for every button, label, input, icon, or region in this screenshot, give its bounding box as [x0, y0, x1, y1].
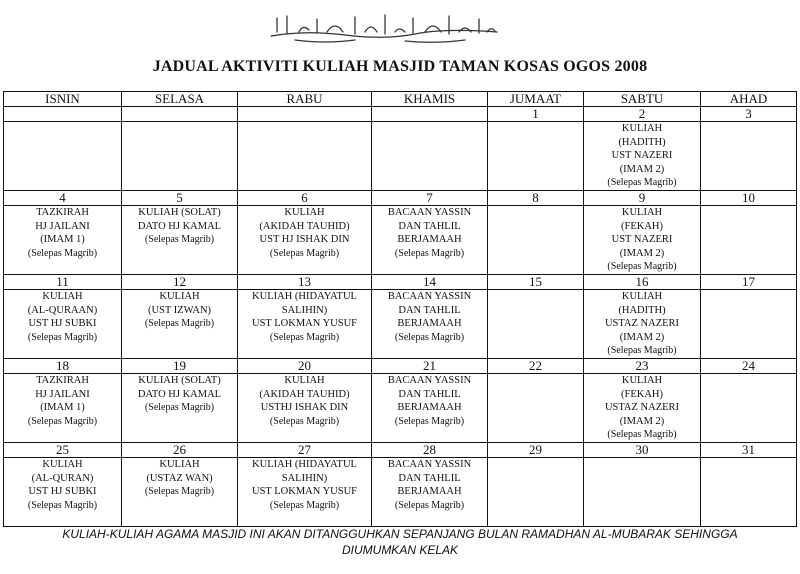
day-number: 23	[584, 359, 701, 374]
activity-line: (IMAM 2)	[619, 415, 665, 427]
activity-line: (Selepas Magrib)	[394, 415, 465, 427]
activity-cell	[238, 374, 372, 443]
activity-line: (Selepas Magrib)	[269, 247, 340, 259]
activity-cell	[238, 206, 372, 275]
day-number-row	[4, 275, 797, 290]
activity-row	[4, 290, 797, 359]
activity-line: (Selepas Magrib)	[144, 318, 215, 329]
activity-line: (FEKAH)	[621, 220, 663, 232]
day-number: 6	[238, 191, 372, 206]
day-number-row	[4, 107, 797, 122]
day-number: 13	[238, 275, 372, 290]
day-number: 8	[488, 191, 584, 206]
activity-cell	[584, 290, 701, 359]
activity-line: KULIAH	[284, 207, 325, 218]
activity-line: HJ JAILANI	[35, 388, 90, 400]
day-number: 30	[584, 443, 701, 458]
activity-line: BACAAN YASSIN	[387, 375, 472, 386]
day-number: 12	[122, 275, 238, 290]
day-number	[4, 107, 122, 122]
weekday-header-sabtu: SABTU	[584, 92, 701, 107]
activity-line: (AKIDAH TAUHID)	[259, 220, 350, 232]
activity-line: (Selepas Magrib)	[394, 499, 465, 511]
activity-cell	[584, 374, 701, 443]
activity-line: USTHJ ISHAK DIN	[260, 402, 349, 413]
day-number: 25	[4, 443, 122, 458]
day-number: 2	[584, 107, 701, 122]
activity-line: DATO HJ KAMAL	[137, 388, 222, 400]
activity-line: UST HJ ISHAK DIN	[259, 234, 350, 245]
day-number: 28	[372, 443, 488, 458]
activity-cell	[488, 290, 584, 359]
activity-cell	[122, 206, 238, 275]
activity-line: DAN TAHLIL	[398, 472, 461, 484]
activity-cell	[488, 122, 584, 191]
day-number	[238, 107, 372, 122]
activity-line: TAZKIRAH	[36, 375, 89, 386]
activity-line: USTAZ NAZERI	[604, 402, 680, 413]
activity-line: (FEKAH)	[621, 388, 663, 400]
day-number: 22	[488, 359, 584, 374]
activity-line: DATO HJ KAMAL	[137, 220, 222, 232]
activity-line: UST NAZERI	[611, 234, 673, 245]
day-number: 1	[488, 107, 584, 122]
activity-cell	[584, 122, 701, 191]
activity-line: (HADITH)	[618, 136, 666, 148]
activity-line: (Selepas Magrib)	[607, 261, 677, 272]
activity-line: KULIAH (SOLAT)	[138, 375, 221, 386]
day-number: 3	[701, 107, 797, 122]
day-number-row	[4, 443, 797, 458]
activity-line: BERJAMAAH	[397, 318, 462, 329]
day-number: 15	[488, 275, 584, 290]
page-title: JADUAL AKTIVITI KULIAH MASJID TAMAN KOSAS OGOS 2008	[152, 58, 648, 75]
activity-line: BERJAMAAH	[397, 486, 462, 497]
activity-cell	[584, 206, 701, 275]
activity-line: (Selepas Magrib)	[607, 345, 677, 356]
activity-line: BACAAN YASSIN	[387, 459, 472, 470]
weekday-header-jumaat: JUMAAT	[488, 92, 584, 107]
activity-line: (Selepas Magrib)	[607, 177, 677, 188]
activity-line: (Selepas Magrib)	[269, 415, 340, 427]
activity-cell	[122, 374, 238, 443]
footer-line-2: DIUMUMKAN KELAK	[341, 543, 459, 557]
activity-cell	[238, 122, 372, 191]
activity-cell	[701, 290, 797, 359]
activity-cell	[701, 122, 797, 191]
day-number: 21	[372, 359, 488, 374]
day-number: 29	[488, 443, 584, 458]
activity-line: (IMAM 1)	[40, 234, 85, 245]
day-number	[122, 107, 238, 122]
activity-line: (Selepas Magrib)	[394, 331, 465, 343]
weekday-header-rabu: RABU	[238, 92, 372, 107]
activity-line: (IMAM 2)	[619, 163, 665, 175]
activity-cell	[372, 206, 488, 275]
activity-line: KULIAH	[621, 375, 663, 386]
bismillah-calligraphy	[265, 10, 505, 46]
activity-cell	[4, 206, 122, 275]
activity-row	[4, 122, 797, 191]
activity-cell	[584, 458, 701, 527]
schedule-table	[3, 91, 797, 527]
activity-cell	[4, 458, 122, 527]
activity-line: (Selepas Magrib)	[269, 331, 340, 343]
activity-line: KULIAH	[284, 375, 325, 386]
activity-line: DAN TAHLIL	[398, 220, 461, 232]
activity-line: (AL-QURAN)	[31, 472, 94, 484]
activity-line: (AL-QURAAN)	[27, 304, 98, 316]
day-number: 20	[238, 359, 372, 374]
day-number: 5	[122, 191, 238, 206]
activity-line: (Selepas Magrib)	[27, 499, 98, 511]
day-number: 19	[122, 359, 238, 374]
activity-line: BERJAMAAH	[397, 234, 462, 245]
activity-line: (IMAM 2)	[619, 331, 665, 343]
activity-line: BERJAMAAH	[397, 402, 462, 413]
activity-cell	[4, 374, 122, 443]
activity-line: SALIHIN)	[281, 472, 328, 484]
activity-line: (UST IZWAN)	[147, 304, 212, 316]
weekday-header-khamis: KHAMIS	[372, 92, 488, 107]
activity-line: (AKIDAH TAUHID)	[259, 388, 350, 400]
activity-line: KULIAH (SOLAT)	[138, 207, 221, 218]
day-number: 9	[584, 191, 701, 206]
day-number: 10	[701, 191, 797, 206]
activity-row	[4, 374, 797, 443]
day-number: 26	[122, 443, 238, 458]
weekday-header-row	[4, 92, 797, 107]
activity-cell	[372, 290, 488, 359]
activity-line: KULIAH	[42, 459, 83, 470]
activity-line: (Selepas Magrib)	[27, 331, 98, 343]
activity-line: HJ JAILANI	[35, 220, 90, 232]
activity-cell	[488, 374, 584, 443]
activity-line: KULIAH	[159, 459, 200, 470]
activity-line: UST HJ SUBKI	[28, 318, 97, 329]
activity-line: (Selepas Magrib)	[269, 499, 340, 511]
activity-line: UST NAZERI	[611, 150, 673, 161]
activity-cell	[122, 458, 238, 527]
activity-cell	[701, 374, 797, 443]
activity-line: (Selepas Magrib)	[144, 402, 215, 413]
weekday-header-selasa: SELASA	[122, 92, 238, 107]
activity-line: (Selepas Magrib)	[144, 486, 215, 497]
activity-line: KULIAH (HIDAYATUL	[252, 459, 357, 470]
activity-line: KULIAH	[42, 291, 83, 302]
activity-line: (USTAZ WAN)	[146, 472, 213, 484]
activity-line: (IMAM 1)	[40, 402, 85, 413]
day-number-row	[4, 359, 797, 374]
activity-cell	[4, 290, 122, 359]
activity-line: (IMAM 2)	[619, 247, 665, 259]
activity-line: (Selepas Magrib)	[394, 247, 465, 259]
footer-notice	[0, 526, 800, 558]
day-number	[372, 107, 488, 122]
activity-line: UST LOKMAN YUSUF	[251, 318, 357, 329]
day-number: 7	[372, 191, 488, 206]
day-number: 24	[701, 359, 797, 374]
day-number-row	[4, 191, 797, 206]
activity-line: UST LOKMAN YUSUF	[251, 486, 357, 497]
activity-line: KULIAH	[159, 291, 200, 302]
activity-cell	[238, 290, 372, 359]
activity-line: UST HJ SUBKI	[28, 486, 97, 497]
activity-row	[4, 206, 797, 275]
activity-cell	[122, 290, 238, 359]
activity-cell	[701, 458, 797, 527]
activity-line: (HADITH)	[618, 304, 666, 316]
weekday-header-ahad: AHAD	[701, 92, 797, 107]
day-number: 14	[372, 275, 488, 290]
activity-line: (Selepas Magrib)	[27, 415, 98, 427]
day-number: 17	[701, 275, 797, 290]
activity-cell	[122, 122, 238, 191]
day-number: 31	[701, 443, 797, 458]
activity-cell	[372, 374, 488, 443]
activity-line: KULIAH	[621, 123, 663, 134]
activity-line: KULIAH	[621, 207, 663, 218]
activity-line: SALIHIN)	[281, 304, 328, 316]
activity-cell	[4, 122, 122, 191]
activity-line: (Selepas Magrib)	[607, 429, 677, 440]
day-number: 27	[238, 443, 372, 458]
activity-line: BACAAN YASSIN	[387, 291, 472, 302]
activity-cell	[701, 206, 797, 275]
activity-row	[4, 458, 797, 527]
day-number: 11	[4, 275, 122, 290]
activity-line: DAN TAHLIL	[398, 304, 461, 316]
day-number: 4	[4, 191, 122, 206]
activity-line: (Selepas Magrib)	[144, 234, 215, 245]
footer-line-1: KULIAH-KULIAH AGAMA MASJID INI AKAN DITANGGUHKAN SEPANJANG BULAN RAMADHAN AL-MUBARAK SEHINGGA	[62, 527, 738, 541]
activity-cell	[238, 458, 372, 527]
activity-line: DAN TAHLIL	[398, 388, 461, 400]
day-number: 18	[4, 359, 122, 374]
activity-line: USTAZ NAZERI	[604, 318, 680, 329]
activity-line: KULIAH	[621, 291, 663, 302]
activity-line: TAZKIRAH	[36, 207, 89, 218]
weekday-header-isnin: ISNIN	[4, 92, 122, 107]
activity-cell	[488, 206, 584, 275]
activity-cell	[372, 458, 488, 527]
day-number: 16	[584, 275, 701, 290]
activity-line: BACAAN YASSIN	[387, 207, 472, 218]
activity-cell	[372, 122, 488, 191]
activity-line: (Selepas Magrib)	[27, 247, 98, 259]
activity-line: KULIAH (HIDAYATUL	[252, 291, 357, 302]
activity-cell	[488, 458, 584, 527]
